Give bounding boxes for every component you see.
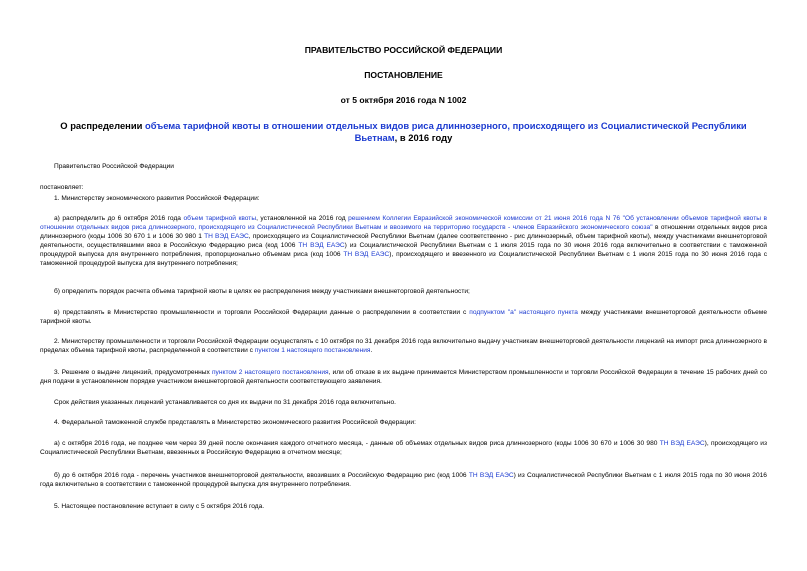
paragraph-item-4b: б) до 6 октября 2016 года - перечень участников внешнеторговой деятельности, ввозивших в Российскую Федерацию рис (код 1006 ТН ВЭД ЕАЭС) из Социалистической Республики Вьетнам с 1 июля 2015 года по 30 июня 2016 года включительно в соответствии с таможенной процедурой выпуска для внутреннего потребления.	[40, 472, 767, 488]
link-tn-ved[interactable]: ТН ВЭД ЕАЭС	[343, 251, 390, 258]
document-date: от 5 октября 2016 года N 1002	[340, 95, 467, 105]
paragraph-item-1: 1. Министерству экономического развития Российской Федерации:	[54, 195, 260, 202]
link-item-2[interactable]: пунктом 2 настоящего постановления	[211, 369, 329, 376]
title-post: , в 2016 году	[394, 131, 453, 143]
paragraph-item-5: 5. Настоящее постановление вступает в силу с 5 октября 2016 года.	[54, 503, 265, 510]
link-item-1[interactable]: пунктом 1 настоящего постановления	[254, 347, 371, 354]
paragraph-item-3: 3. Решение о выдаче лицензий, предусмотренных пунктом 2 настоящего постановления, или об отказе в их выдаче принимается Министерством промышленности и торговли Российской Федерации в течение 15 рабочих дней со дня подачи в установленном порядке участником внешнеторговой деятельности соответствующего заявления.	[40, 369, 767, 385]
link-eec-decision[interactable]: решением Коллегии Евразийской экономической комиссии от 21 июня 2016 года N 76 "Об установлении объемов тарифной квоты в отношении отдельных видов риса длиннозерного, происходящего из Социалистической Республики Вьетнам и ввозимого на территорию государств - членов Евразийского экономического союза"	[40, 215, 767, 231]
paragraph-government: Правительство Российской Федерации	[54, 163, 174, 170]
link-tn-ved[interactable]: ТН ВЭД ЕАЭС	[468, 472, 514, 479]
link-quota-volume[interactable]: объем тарифной квоты	[183, 215, 257, 222]
paragraph-item-2: 2. Министерству промышленности и торговли Российской Федерации осуществлять с 10 октября по 31 декабря 2016 года включительно выдачу участникам внешнеторговой деятельности лицензий на импорт риса длиннозерного в пределах объема тарифной квоты, распределенной в соответствии с пунктом 1 настоящего постановления.	[40, 338, 767, 354]
document-title	[40, 120, 767, 143]
government-heading: ПРАВИТЕЛЬСТВО РОССИЙСКОЙ ФЕДЕРАЦИИ	[304, 45, 503, 55]
paragraph-item-4a: а) с октября 2016 года, не позднее чем через 39 дней после окончания каждого отчетного месяца, - данные об объемах отдельных видов риса длиннозерного (коды 1006 30 670 и 1006 30 980 ТН ВЭД ЕАЭС), происходящего из Социалистической Республики Вьетнам, ввезенных в Российскую Федерацию в отчетном месяце;	[40, 440, 767, 456]
link-tn-ved[interactable]: ТН ВЭД ЕАЭС	[298, 242, 345, 249]
title-link[interactable]: объема тарифной квоты в отношении отдельных видов риса длиннозерного, происходящего из Социалистической Республики Вьетнам	[144, 120, 747, 143]
link-tn-ved[interactable]: ТН ВЭД ЕАЭС	[659, 440, 705, 447]
paragraph-item-1b: б) определить порядок расчета объема тарифной квоты в целях ее распределения между участниками внешнеторговой деятельности;	[54, 288, 470, 295]
paragraph-decrees: постановляет:	[40, 184, 84, 191]
paragraph-item-4: 4. Федеральной таможенной службе представлять в Министерство экономического развития Российской Федерации:	[54, 419, 416, 426]
paragraph-license-term: Срок действия указанных лицензий устанавливается со дня их выдачи по 31 декабря 2016 года включительно.	[54, 399, 396, 406]
title-pre: О распределении	[60, 120, 145, 131]
link-subitem-a[interactable]: подпунктом "а" настоящего пункта	[469, 309, 578, 316]
document-type: ПОСТАНОВЛЕНИЕ	[364, 70, 443, 80]
paragraph-item-1v: в) представлять в Министерство промышленности и торговли Российской Федерации данные о распределении в соответствии с подпунктом "а" настоящего пункта между участниками внешнеторговой деятельности объеме тарифной квоты.	[40, 309, 767, 325]
paragraph-item-1a: а) распределить до 6 октября 2016 года объем тарифной квоты, установленной на 2016 год решением Коллегии Евразийской экономической комиссии от 21 июня 2016 года N 76 "Об установлении объемов тарифной квоты в отношении отдельных видов риса длиннозерного, происходящего из Социалистической Республики Вьетнам и ввозимого на территорию государств - членов Евразийского экономического союза" в отношении отдельных видов риса длиннозерного (коды 1006 30 670 1 и 1006 30 980 1 ТН ВЭД ЕАЭС, происходящего из Социалистической Республики Вьетнам (далее соответственно - рис длиннозерный, объем тарифной квоты), между участниками внешнеторговой деятельности, осуществлявшими ввоз в Российскую Федерацию риса (код 1006 ТН ВЭД ЕАЭС) из Социалистической Республики Вьетнам с 1 июля 2015 года по 30 июня 2016 года включительно в соответствии с таможенной процедурой выпуска для внутреннего потребления, пропорционально объемам риса (код 1006 ТН ВЭД ЕАЭС), происходящего и ввезенного из Социалистической Республики Вьетнам с 1 июля 2015 года по 30 июня 2016 года с таможенной процедурой выпуска для внутреннего потребления;	[40, 215, 768, 267]
link-tn-ved[interactable]: ТН ВЭД ЕАЭС	[204, 233, 249, 240]
